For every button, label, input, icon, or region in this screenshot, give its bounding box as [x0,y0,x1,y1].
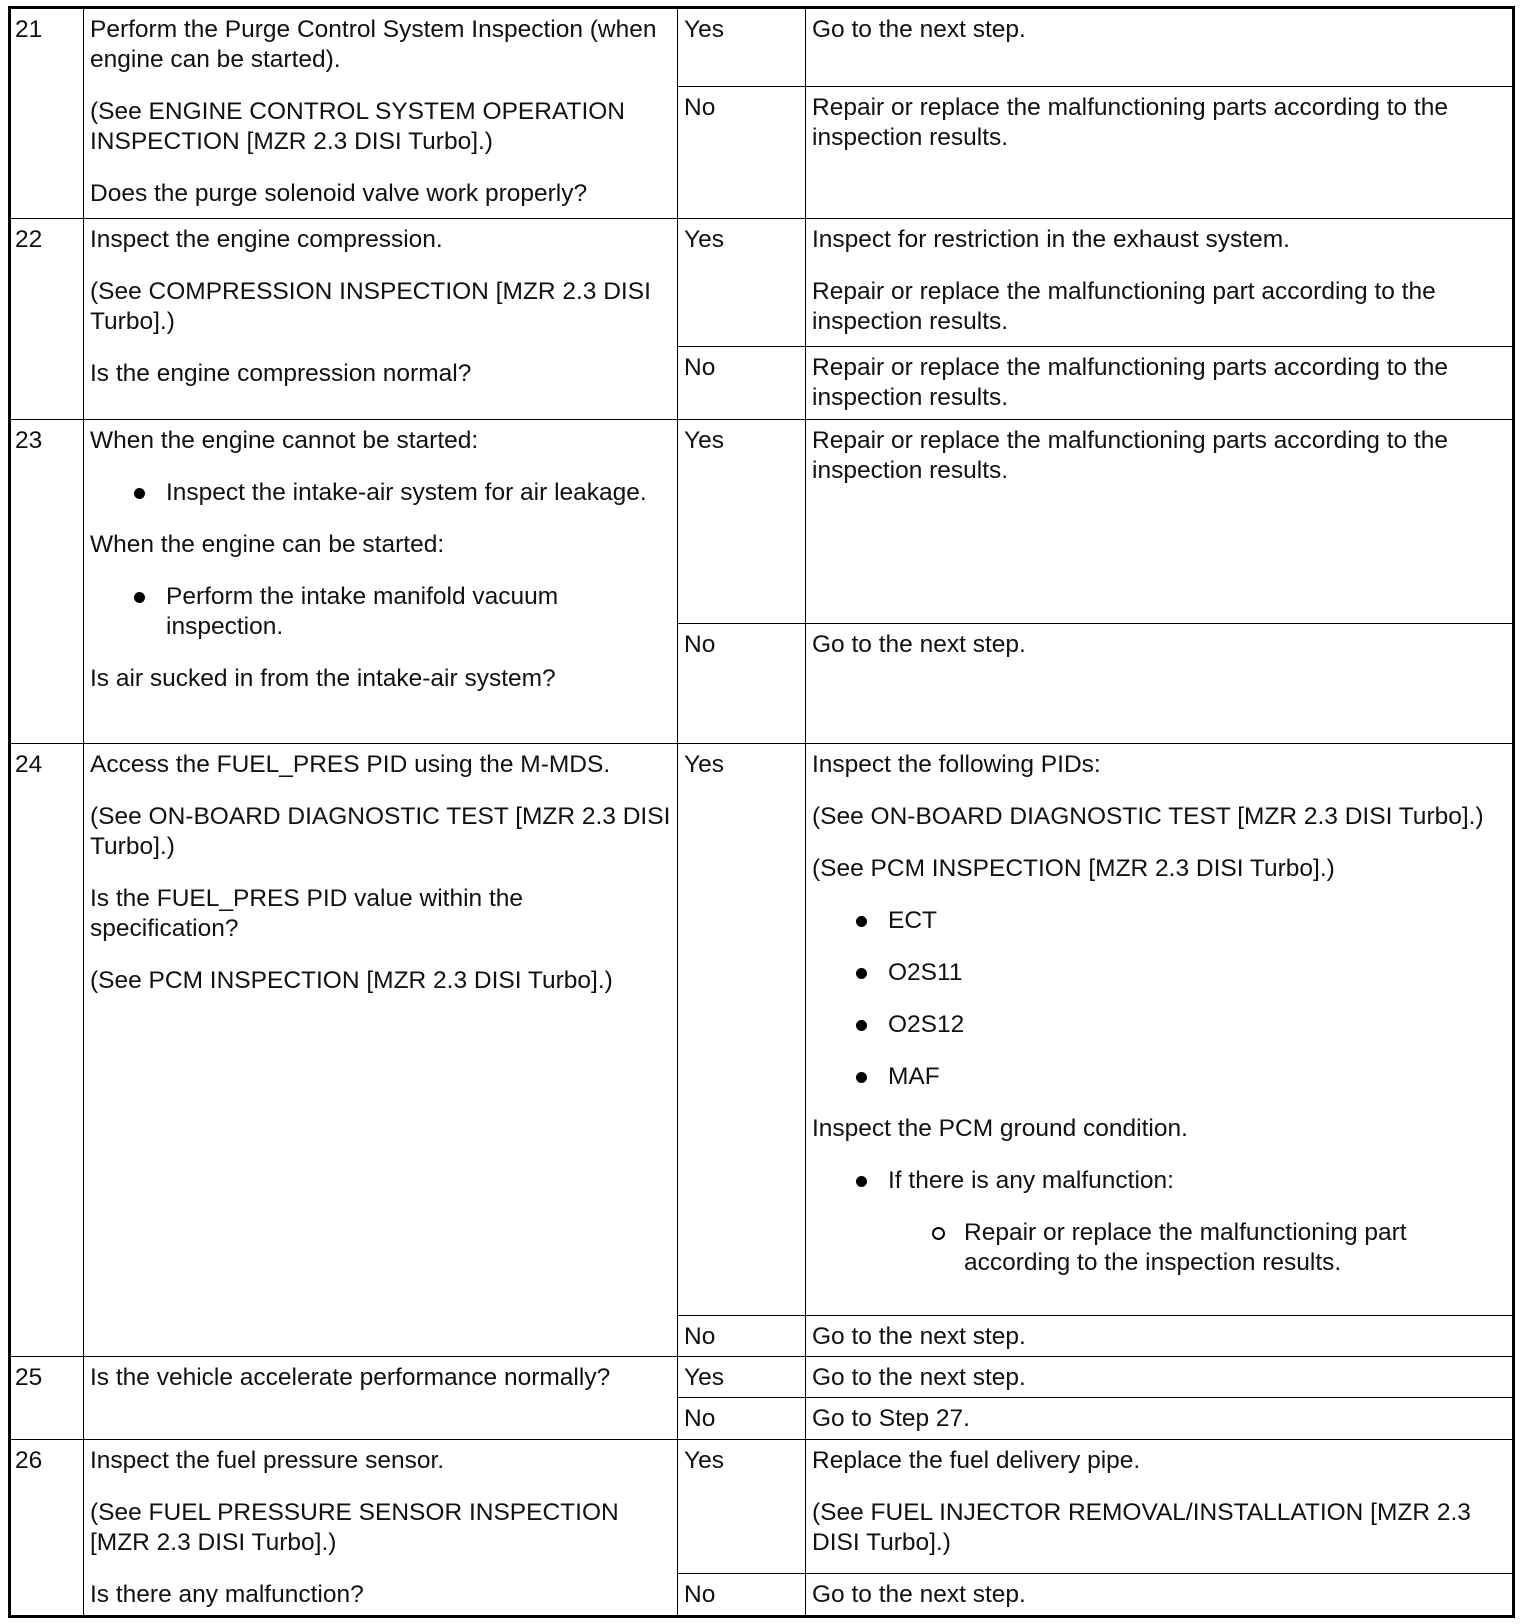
yes-label: Yes [678,8,806,87]
pid-list [812,906,1506,1092]
reference-text: (See ON-BOARD DIAGNOSTIC TEST [MZR 2.3 DISI Turbo].) [812,802,1484,830]
no-label: No [678,1315,806,1356]
instruction-text: Inspect the engine compression. [90,226,443,254]
yes-action [806,1357,1514,1398]
bullet-list [90,478,671,508]
instruction-text: Access the FUEL_PRES PID using the M-MDS. [90,750,611,778]
action-text: Repair or replace the malfunctioning part according to the inspection results. [812,278,1436,336]
yes-label: Yes [678,1357,806,1398]
sub-bullet-list [888,1218,1506,1278]
pid-item: O2S12 [812,1010,1506,1040]
table-row [10,219,1514,347]
no-action [806,1315,1514,1356]
table-row [10,419,1514,623]
step-number: 21 [10,8,84,219]
reference-text: (See FUEL PRESSURE SENSOR INSPECTION [MZR 2.3 DISI Turbo].) [90,1498,619,1556]
question-text: Is air sucked in from the intake-air system? [90,664,556,692]
malfunction-text: If there is any malfunction: [888,1166,1174,1194]
action-text: Replace the fuel delivery pipe. [812,1446,1141,1474]
pid-item: O2S11 [812,958,1506,988]
step-instruction [84,219,678,419]
table-row [10,1357,1514,1398]
bullet-item: Perform the intake manifold vacuum inspection. [90,582,671,642]
step-number: 25 [10,1357,84,1440]
action-text: Inspect the following PIDs: [812,750,1101,778]
action-text: Go to the next step. [812,631,1026,659]
yes-label: Yes [678,743,806,1315]
action-text: Go to Step 27. [812,1405,970,1433]
yes-action [806,219,1514,347]
reference-text: (See ENGINE CONTROL SYSTEM OPERATION INSPECTION [MZR 2.3 DISI Turbo].) [90,98,626,155]
step-instruction [84,419,678,743]
question-text: Is the vehicle accelerate performance normally? [90,1364,611,1392]
no-action [806,624,1514,744]
table-row [10,743,1514,1315]
reference-text: (See PCM INSPECTION [MZR 2.3 DISI Turbo].) [90,966,613,994]
no-action [806,1398,1514,1439]
action-text: Repair or replace the malfunctioning parts according to the inspection results. [812,354,1448,412]
yes-label: Yes [678,1439,806,1574]
action-text: Inspect the PCM ground condition. [812,1114,1188,1142]
no-action [806,1574,1514,1617]
action-text: Inspect for restriction in the exhaust system. [812,226,1290,254]
instruction-text: Perform the Purge Control System Inspection (when engine can be started). [90,16,657,73]
step-number: 23 [10,419,84,743]
question-text: Is the engine compression normal? [90,360,472,388]
yes-action [806,743,1514,1315]
reference-text: (See COMPRESSION INSPECTION [MZR 2.3 DISI Turbo].) [90,278,651,336]
step-instruction [84,8,678,219]
bullet-item [812,1166,1506,1278]
step-number: 26 [10,1439,84,1616]
yes-label: Yes [678,219,806,347]
yes-action [806,1439,1514,1574]
action-text: Go to the next step. [812,1581,1026,1609]
reference-text: (See ON-BOARD DIAGNOSTIC TEST [MZR 2.3 DISI Turbo].) [90,802,671,860]
pid-item: MAF [812,1062,1506,1092]
action-text: Go to the next step. [812,1364,1026,1392]
table-row [10,8,1514,87]
reference-text: (See FUEL INJECTOR REMOVAL/INSTALLATION [MZR 2.3 DISI Turbo].) [812,1498,1471,1556]
no-label: No [678,1398,806,1439]
action-text: Go to the next step. [812,16,1026,43]
yes-action [806,8,1514,87]
yes-action [806,419,1514,623]
question-text: Does the purge solenoid valve work properly? [90,180,588,207]
pid-item: ECT [812,906,1506,936]
bullet-list [90,582,671,642]
action-text: Go to the next step. [812,1322,1026,1350]
condition-text: When the engine can be started: [90,530,445,558]
no-action [806,347,1514,419]
yes-label: Yes [678,419,806,623]
no-action [806,86,1514,219]
no-label: No [678,624,806,744]
question-text: Is the FUEL_PRES PID value within the specification? [90,884,524,942]
no-label: No [678,86,806,219]
sub-bullet-item: Repair or replace the malfunctioning part according to the inspection results. [888,1218,1506,1278]
question-text: Is there any malfunction? [90,1580,364,1608]
action-text: Repair or replace the malfunctioning parts according to the inspection results. [812,426,1448,484]
no-label: No [678,1574,806,1617]
diagnostic-procedure-table [8,6,1515,1618]
step-instruction [84,1357,678,1440]
step-instruction [84,1439,678,1616]
table-row [10,1439,1514,1574]
bullet-item: Inspect the intake-air system for air leakage. [90,478,671,508]
step-number: 22 [10,219,84,419]
action-text: Repair or replace the malfunctioning parts according to the inspection results. [812,93,1448,151]
reference-text: (See PCM INSPECTION [MZR 2.3 DISI Turbo].) [812,854,1335,882]
condition-text: When the engine cannot be started: [90,426,479,454]
bullet-list [812,1166,1506,1278]
step-instruction [84,743,678,1356]
no-label: No [678,347,806,419]
step-number: 24 [10,743,84,1356]
instruction-text: Inspect the fuel pressure sensor. [90,1446,445,1474]
